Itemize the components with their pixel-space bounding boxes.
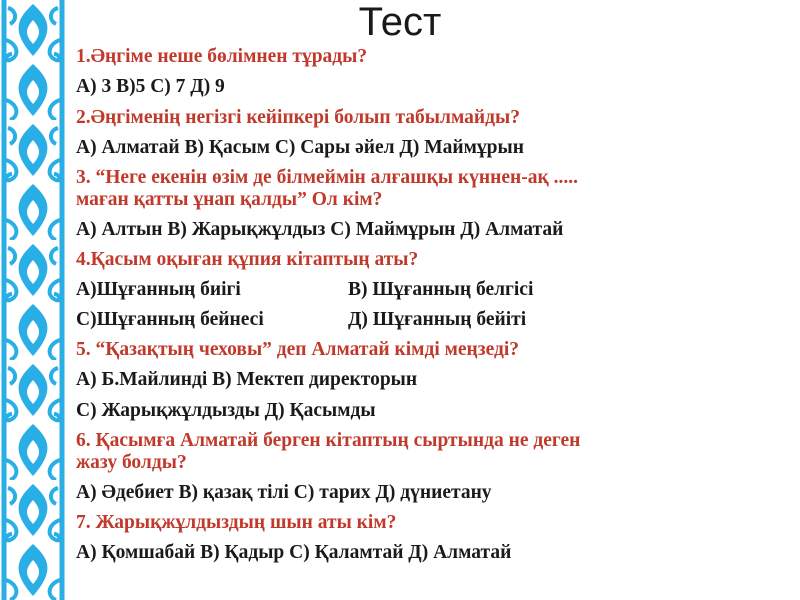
question-text: жазу болды? — [76, 452, 187, 473]
answer-line — [76, 400, 376, 422]
question-text: 6. Қасымға Алматай берген кітаптың сыртында не деген — [76, 430, 581, 451]
question-text: 3. “Неге екенін өзім де білмеймін алғашқы күннен-ақ ..... — [76, 167, 579, 188]
question-line — [76, 430, 580, 452]
answer-text: А)Шұғанның биігі — [76, 279, 241, 300]
answer-text: А) Қомшабай В) Қадыр С) Қаламтай Д) Алматай — [76, 542, 512, 563]
slide-title: Тест — [358, 0, 442, 44]
answer-text: А) 3 В)5 С) 7 Д) 9 — [76, 76, 225, 97]
answer-text: С)Шұғанның бейнесі — [76, 309, 264, 330]
question-text: маған қатты ұнап қалды” Ол кім? — [76, 189, 383, 210]
answer-text: А) Алтын В) Жарықжұлдыз С) Маймұрын Д) Алматай — [76, 219, 564, 240]
answer-line — [76, 369, 417, 391]
answer-line — [76, 309, 527, 331]
question-line — [76, 167, 578, 189]
answer-line — [76, 137, 524, 159]
question-text: 2.Әңгіменің негізгі кейіпкері болып табылмайды? — [76, 107, 520, 128]
answer-text: С) Жарықжұлдызды Д) Қасымды — [76, 400, 376, 421]
answer-text: А) Алматай В) Қасым С) Сары әйел Д) Маймұрын — [76, 137, 524, 158]
answer-text: А) Б.Майлинді В) Мектеп директорын — [76, 369, 418, 390]
question-line — [76, 452, 187, 474]
answer-text: А) Әдебиет В) қазақ тілі С) тарих Д) дүниетану — [76, 482, 492, 503]
answer-line — [76, 542, 511, 564]
answer-text-second: В) Шұғанның белгісі — [348, 279, 534, 300]
answer-line — [76, 76, 225, 98]
question-text: 4.Қасым оқыған құпия кітаптың аты? — [76, 249, 419, 270]
answer-text-second: Д) Шұғанның бейіті — [348, 309, 527, 330]
answer-line — [76, 279, 534, 301]
kazakh-ornament-icon — [0, 0, 66, 600]
question-line — [76, 46, 367, 68]
question-text: 5. “Қазақтың чеховы” деп Алматай кімді меңзеді? — [76, 339, 520, 360]
question-line — [76, 339, 519, 361]
question-text: 1.Әңгіме неше бөлімнен тұрады? — [76, 46, 368, 67]
answer-line — [76, 219, 563, 241]
answer-line — [76, 482, 492, 504]
question-line — [76, 107, 520, 129]
question-line — [76, 189, 382, 211]
question-line — [76, 512, 396, 534]
question-line — [76, 249, 418, 271]
question-text: 7. Жарықжұлдыздың шын аты кім? — [76, 512, 397, 533]
